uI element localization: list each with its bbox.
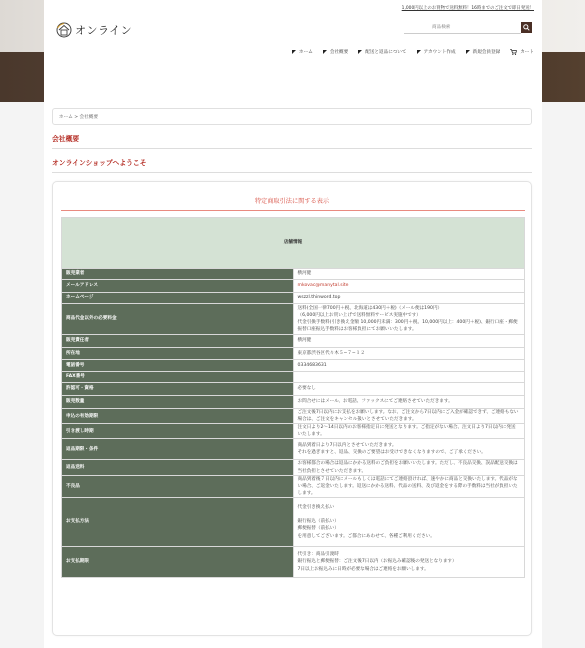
nav-item-label: 配送と返品について [365, 50, 407, 55]
search-bar [404, 22, 532, 34]
house-logo-icon [56, 22, 72, 38]
nav-item-label: ホーム [299, 50, 313, 55]
row-value [293, 293, 525, 304]
row-label: 販売責任者 [62, 335, 294, 348]
row-label: FAX番号 [62, 372, 294, 383]
search-input[interactable] [404, 22, 521, 34]
row-value-line: それを過ぎますと、返品、交換のご要望はお受けできなくなりますので、ご了承ください。 [297, 450, 486, 456]
table-row [62, 293, 525, 304]
store-info-table [61, 217, 525, 578]
row-label: 不良品 [62, 475, 294, 497]
row-value-line: 0334683631 [297, 362, 327, 368]
row-label: ホームページ [62, 293, 294, 304]
row-label: 電話番号 [62, 360, 294, 372]
row-label: お支払期限 [62, 546, 294, 577]
table-row [62, 372, 525, 383]
row-value-line: 銀行振込（前払い） [297, 519, 339, 525]
nav-item-account[interactable] [417, 49, 456, 55]
row-value-line[interactable]: mkovac@manytal.site [297, 283, 349, 289]
row-value [293, 335, 525, 348]
table-row [62, 475, 525, 497]
nav-item-company[interactable] [323, 49, 348, 55]
table-row [62, 383, 525, 396]
row-value [293, 424, 525, 439]
table-row [62, 335, 525, 348]
row-value-line: 代金引換手数料(引き換え金額 10,000円未満：300円＋税、10,000円以上：400円＋税)、銀行口座・郵便振替口座振込手数料はお客様負担にてお願いいたします。 [297, 320, 518, 333]
row-value-line: 7日以上お振込みに日時が必要な場合はご連絡をお願いします。 [297, 566, 429, 572]
logo-text: オンライン [75, 24, 133, 37]
promo-link[interactable]: 1,000円以上のお買物で送料無料！16時までのご注文で即日発送！ [401, 6, 534, 11]
row-value-line: 銀行振込と郵便振替：ご注文後7日以内（お振込み確認後の発送となります） [297, 559, 457, 565]
search-icon [523, 24, 530, 31]
flag-icon [466, 50, 470, 54]
table-row [62, 280, 525, 293]
row-value-line: 注文日より2〜14日以内のお客様指定日に発送となります。ご指定がない場合、注文日より7日以内に発送いたします。 [297, 425, 516, 438]
flag-icon [417, 50, 421, 54]
row-value [293, 439, 525, 460]
table-row [62, 497, 525, 546]
table-row [62, 348, 525, 360]
row-value [293, 475, 525, 497]
row-value-line: ご注文後7日以内にお支払をお願いします。なお、ご注文から7日以内にご入金が確認できず、ご連絡もない場合は、ご注文をキャンセル扱いとさせていただきます。 [297, 410, 519, 423]
row-value-line: 送料(全国一律700円＋税、北海道は430円＋税)（メール便は190円） [297, 305, 443, 311]
row-value [293, 546, 525, 577]
main-nav [292, 49, 534, 55]
nav-item-home[interactable] [292, 49, 313, 55]
row-value-line: 横河健 [297, 271, 312, 277]
row-value-line: 代金引き換え払い [297, 505, 335, 511]
legal-info-card [52, 181, 532, 636]
nav-item-label: 会社概要 [329, 50, 349, 55]
page-container [44, 0, 542, 648]
row-value-line: wszzl.thinword.top [297, 295, 341, 301]
row-value-line: お問合せにはメール、お電話、ファックスにてご連絡させていただきます。 [297, 399, 453, 405]
row-label: 返品送料 [62, 460, 294, 475]
row-value [293, 409, 525, 424]
row-value [293, 460, 525, 475]
cart-icon [510, 49, 517, 55]
table-row [62, 424, 525, 439]
row-label: 許認可・資格 [62, 383, 294, 396]
nav-item-label: カート [520, 50, 534, 55]
row-label: 返品期限・条件 [62, 439, 294, 460]
row-value [293, 372, 525, 383]
nav-item-label: アカウント作成 [423, 50, 456, 55]
row-label: 商品代金以外の必要料金 [62, 304, 294, 335]
row-value-line: 郵便振替（前払い） [297, 526, 339, 532]
breadcrumb[interactable]: ホーム > 会社概要 [52, 108, 532, 125]
site-logo[interactable] [56, 22, 132, 38]
row-value [293, 269, 525, 280]
table-row [62, 269, 525, 280]
table-header: 店舗情報 [62, 218, 525, 269]
table-row [62, 460, 525, 475]
row-value-line: 必要なし [297, 386, 316, 392]
row-value [293, 304, 525, 335]
row-value-line: 商品到着後７日以内にメールもしくは電話にてご連絡頂ければ、速やかに商品と交換いたします。代品がない場合、ご返金いたします。返送にかかる送料、代品の送料、及び返金をする際の手数料は当社が負担いたします。 [297, 476, 518, 496]
row-label: 販売数量 [62, 396, 294, 409]
row-label: お支払方法 [62, 497, 294, 546]
table-row [62, 439, 525, 460]
row-value-line: を用意してございます。ご都合にあわせて、各種ご利用ください。 [297, 533, 435, 539]
row-value-line: 横河健 [297, 338, 312, 344]
flag-icon [292, 50, 296, 54]
table-row [62, 546, 525, 577]
card-title: 特定商取引法に関する表示 [254, 198, 330, 205]
row-value-line: 商品到着日より7日以内とさせていただきます。 [297, 443, 397, 449]
row-label: メールアドレス [62, 280, 294, 293]
row-value [293, 396, 525, 409]
table-row [62, 360, 525, 372]
table-row [62, 396, 525, 409]
row-value [293, 360, 525, 372]
table-row [62, 304, 525, 335]
nav-item-label: 新規会員登録 [472, 50, 501, 55]
nav-item-cart[interactable] [510, 49, 534, 55]
welcome-heading: オンラインショップへようこそ [52, 157, 532, 173]
row-value [293, 280, 525, 293]
nav-item-shipping[interactable] [358, 49, 406, 55]
row-value-line [298, 511, 521, 518]
row-value [293, 383, 525, 396]
row-label: 所在地 [62, 348, 294, 360]
flag-icon [358, 50, 362, 54]
row-value-line: お客様都合の場合は返品にかかる送料のご負担をお願いいたします。ただし、不良品交換、誤品配送交換は当社負担とさせていただきます。 [297, 461, 518, 474]
row-value-line: （6,000円以上お買い上げで送料無料サービス実施中です） [297, 312, 421, 318]
row-value [293, 497, 525, 546]
search-button[interactable] [521, 22, 532, 33]
flag-icon [323, 50, 327, 54]
row-value [293, 348, 525, 360]
row-label: 販売業者 [62, 269, 294, 280]
title-divider [61, 210, 525, 211]
row-label: 申込の有効期限 [62, 409, 294, 424]
row-value-line: 代引き：商品引渡時 [297, 552, 339, 558]
nav-item-register[interactable] [466, 49, 501, 55]
page-title: 会社概要 [52, 133, 532, 149]
row-value-line: 東京都渋谷区代々木５−７−１２ [297, 350, 365, 356]
table-row [62, 409, 525, 424]
row-label: 引き渡し時期 [62, 424, 294, 439]
row-value-line [298, 374, 521, 381]
